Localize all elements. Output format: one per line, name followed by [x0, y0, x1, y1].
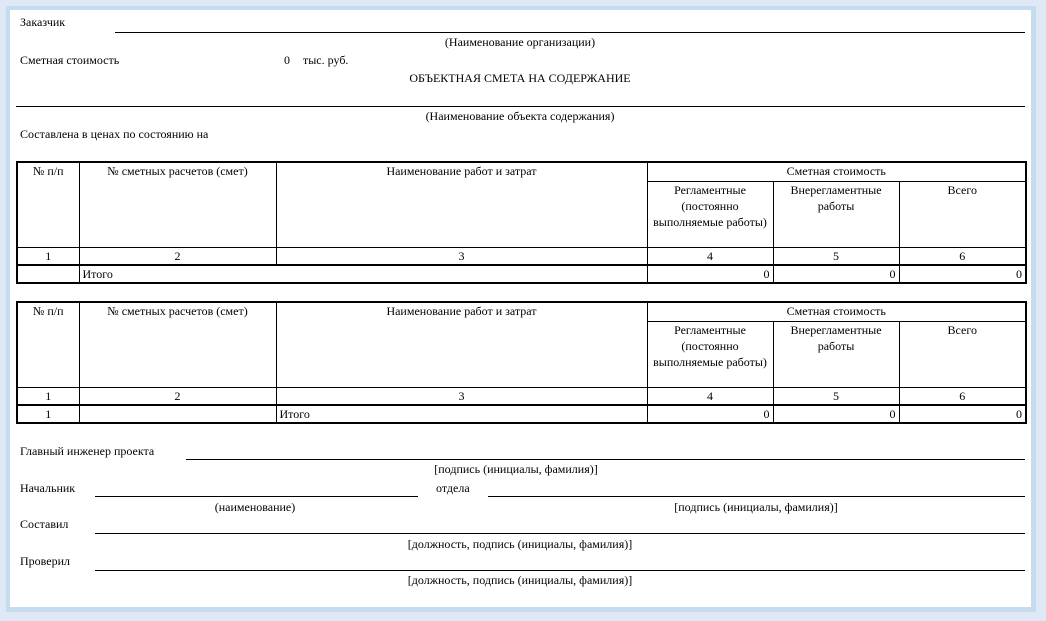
- estimate-table-2: [16, 301, 1027, 424]
- total-no-cell: 1: [17, 405, 79, 423]
- col-regular-header: Регламентные (постоянно выполняемые работы): [647, 181, 773, 247]
- col-calc-header: № сметных расчетов (смет): [79, 162, 276, 247]
- object-caption: (Наименование объекта содержания): [425, 109, 615, 123]
- chief-engineer-line: [186, 459, 1025, 460]
- customer-line: [115, 32, 1025, 33]
- estimate-table-1: [16, 161, 1027, 284]
- col-cost-group-header: Сметная стоимость: [647, 162, 1026, 181]
- cost-unit: тыс. руб.: [303, 53, 349, 67]
- head-sign-caption: [подпись (инициалы, фамилия)]: [674, 500, 838, 514]
- table-total-row: [17, 265, 1026, 283]
- index-cell: 3: [276, 247, 647, 265]
- total-sum-cell: 0: [899, 265, 1026, 283]
- total-no-cell: [17, 265, 79, 283]
- index-cell: 1: [17, 247, 79, 265]
- col-calc-header: № сметных расчетов (смет): [79, 302, 276, 387]
- head-label: Начальник: [20, 481, 76, 495]
- index-cell: 5: [773, 387, 899, 405]
- org-caption: (Наименование организации): [444, 35, 596, 49]
- table-header-row: [17, 302, 1026, 321]
- head-sign-line: [488, 496, 1025, 497]
- index-cell: 1: [17, 387, 79, 405]
- col-no-header: № п/п: [17, 302, 79, 387]
- cost-value: 0: [284, 53, 290, 67]
- index-cell: 6: [899, 387, 1026, 405]
- chief-engineer-label: Главный инженер проекта: [20, 444, 155, 458]
- compiled-caption: [должность, подпись (инициалы, фамилия)]: [407, 537, 633, 551]
- document-frame: [6, 6, 1036, 612]
- head-name-caption: (наименование): [214, 500, 296, 514]
- index-cell: 3: [276, 387, 647, 405]
- customer-label: Заказчик: [20, 15, 66, 29]
- compiled-label: Составил: [20, 517, 69, 531]
- total-calc-cell: [79, 405, 276, 423]
- total-regular-cell: 0: [647, 265, 773, 283]
- index-cell: 2: [79, 247, 276, 265]
- estimate-page: [10, 10, 1031, 607]
- total-sum-cell: 0: [899, 405, 1026, 423]
- index-cell: 4: [647, 247, 773, 265]
- chief-engineer-caption: [подпись (инициалы, фамилия)]: [434, 462, 598, 476]
- cost-label: Сметная стоимость: [20, 53, 120, 67]
- checked-caption: [должность, подпись (инициалы, фамилия)]: [407, 573, 633, 587]
- total-label-cell: Итого: [79, 265, 647, 283]
- col-total-header: Всего: [899, 321, 1026, 387]
- table-total-row: [17, 405, 1026, 423]
- index-cell: 2: [79, 387, 276, 405]
- table-index-row: [17, 247, 1026, 265]
- prices-label: Составлена в ценах по состоянию на: [20, 127, 209, 141]
- col-cost-group-header: Сметная стоимость: [647, 302, 1026, 321]
- page-title: ОБЪЕКТНАЯ СМЕТА НА СОДЕРЖАНИЕ: [409, 71, 631, 85]
- col-name-header: Наименование работ и затрат: [276, 302, 647, 387]
- object-line: [16, 106, 1025, 107]
- col-irregular-header: Внерегламентные работы: [773, 181, 899, 247]
- total-label-cell: Итого: [276, 405, 647, 423]
- col-name-header: Наименование работ и затрат: [276, 162, 647, 247]
- col-no-header: № п/п: [17, 162, 79, 247]
- total-irregular-cell: 0: [773, 265, 899, 283]
- checked-line: [95, 570, 1025, 571]
- head-name-line: [95, 496, 418, 497]
- index-cell: 4: [647, 387, 773, 405]
- col-irregular-header: Внерегламентные работы: [773, 321, 899, 387]
- checked-label: Проверил: [20, 554, 70, 568]
- compiled-line: [95, 533, 1025, 534]
- col-total-header: Всего: [899, 181, 1026, 247]
- dept-label: отдела: [436, 481, 470, 495]
- table-header-row: [17, 162, 1026, 181]
- index-cell: 5: [773, 247, 899, 265]
- index-cell: 6: [899, 247, 1026, 265]
- total-irregular-cell: 0: [773, 405, 899, 423]
- total-regular-cell: 0: [647, 405, 773, 423]
- col-regular-header: Регламентные (постоянно выполняемые работы): [647, 321, 773, 387]
- table-index-row: [17, 387, 1026, 405]
